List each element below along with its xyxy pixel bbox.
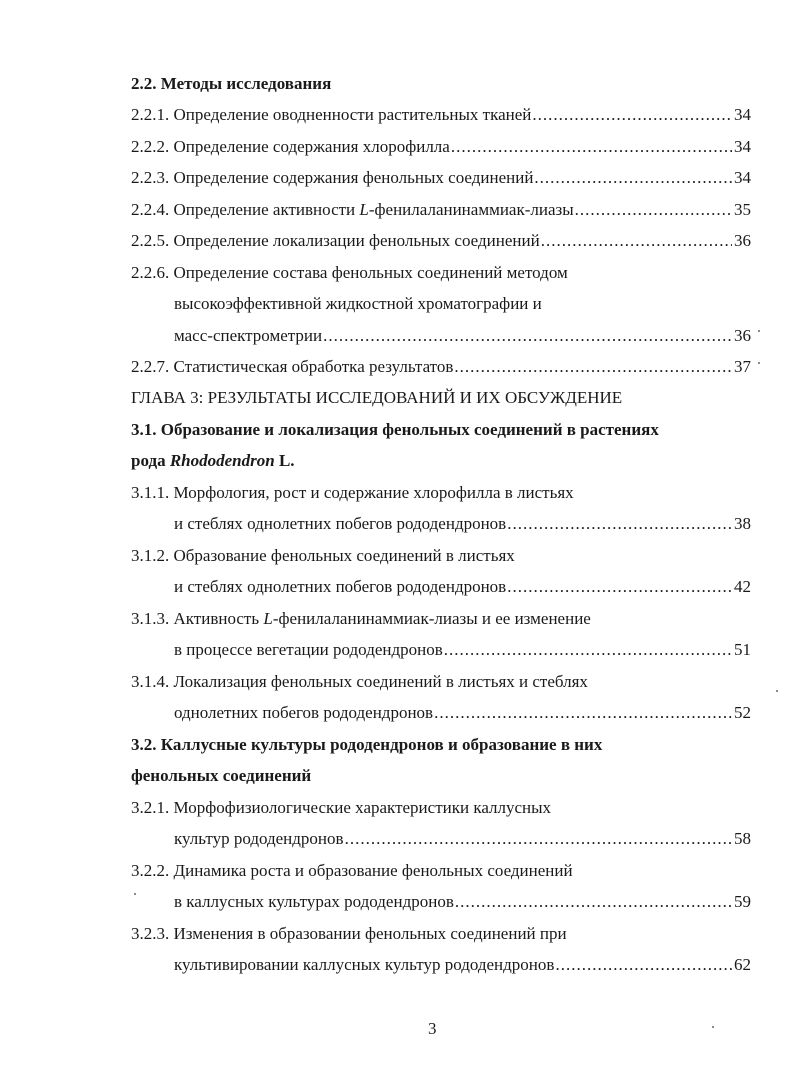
toc-entry-title: Определение содержания хлорофилла	[173, 137, 450, 156]
toc-entry-title	[174, 609, 591, 628]
toc-entry-3-2-2-line2[interactable]	[174, 890, 751, 914]
leader-dots	[507, 575, 732, 599]
leader-dots	[455, 890, 732, 914]
toc-entry-page: 52	[734, 703, 751, 722]
toc-entry-number: 3.1.2.	[131, 546, 170, 565]
toc-entry-3-1-4-line2[interactable]	[174, 701, 751, 725]
toc-entry-title: Динамика роста и образование фенольных соединений	[173, 861, 573, 880]
toc-entry-page: 37	[734, 357, 751, 376]
toc-entry-3-2-3-line1[interactable]	[131, 922, 567, 946]
toc-entry-title-part: -фенилаланинаммиак-лиазы и ее изменение	[272, 609, 591, 628]
toc-entry-title: Морфофизиологические характеристики каллусных	[173, 798, 552, 817]
toc-entry-title: Определение содержания фенольных соединений	[173, 168, 534, 187]
toc-entry-2-2-5[interactable]	[131, 229, 751, 253]
leader-dots	[444, 638, 732, 662]
toc-entry-3-1-1-line1[interactable]	[131, 481, 574, 505]
toc-entry-number: 3.1.1.	[131, 483, 170, 502]
toc-entry-3-2-1-line1[interactable]	[131, 796, 551, 820]
toc-entry-title-part: Активность	[173, 609, 264, 628]
section-heading-3-2: 3.2. Каллусные культуры рододендронов и образование в них	[131, 735, 603, 754]
toc-entry-2-2-1[interactable]	[131, 103, 751, 127]
leader-dots	[575, 198, 732, 222]
toc-entry-title	[174, 198, 574, 222]
toc-entry-title: Морфология, рост и содержание хлорофилла в листьях	[173, 483, 574, 502]
toc-entry-3-1-3-line1[interactable]	[131, 607, 591, 631]
scan-speck	[776, 690, 778, 692]
toc-entry-2-2-3[interactable]	[131, 166, 751, 190]
toc-entry-page: 34	[734, 168, 751, 187]
leader-dots	[451, 135, 732, 159]
toc-entry-3-2-2-line1[interactable]	[131, 859, 573, 883]
toc-entry-title: Статистическая обработка результатов	[173, 357, 454, 376]
toc-entry-3-1-2-line2[interactable]	[174, 575, 751, 599]
toc-entry-page: 35	[734, 200, 751, 219]
leader-dots	[541, 229, 732, 253]
genus-name: Rhododendron	[169, 451, 275, 470]
toc-entry-page: 59	[734, 892, 751, 911]
scan-speck	[758, 330, 760, 332]
section-heading-3-1: 3.1. Образование и локализация фенольных соединений в растениях	[131, 420, 659, 439]
toc-entry-number: 3.1.3.	[131, 609, 170, 628]
toc-entry-title: Определение состава фенольных соединений методом	[173, 263, 568, 282]
toc-entry-number: 3.2.3.	[131, 924, 170, 943]
section-heading-part: рода	[131, 451, 170, 470]
chapter-heading: ГЛАВА 3: РЕЗУЛЬТАТЫ ИССЛЕДОВАНИЙ И ИХ ОБСУЖДЕНИЕ	[131, 388, 623, 407]
leader-dots	[323, 324, 732, 348]
section-heading-3-1-line2	[131, 449, 295, 473]
toc-entry-title-italic: L	[359, 200, 369, 219]
toc-entry-3-2-1-line2[interactable]	[174, 827, 751, 851]
toc-entry-number: 2.2.7.	[131, 357, 170, 376]
toc-entry-title: и стеблях однолетних побегов рододендронов	[174, 514, 507, 533]
toc-entry-page: 34	[734, 105, 751, 124]
toc-entry-3-1-4-line1[interactable]	[131, 670, 588, 694]
toc-entry-2-2-6-line3[interactable]	[174, 324, 751, 348]
toc-entry-title: Определение оводненности растительных тканей	[173, 105, 532, 124]
leader-dots	[454, 355, 732, 379]
toc-entry-3-1-2-line1[interactable]	[131, 544, 515, 568]
toc-entry-page: 36	[734, 326, 751, 345]
toc-entry-title: в каллусных культурах рододендронов	[174, 892, 454, 911]
toc-entry-number: 3.2.2.	[131, 861, 170, 880]
toc-entry-2-2-6-line2[interactable]: высокоэффективной жидкостной хроматографии и	[174, 294, 542, 313]
toc-entry-2-2-6-line1[interactable]	[131, 261, 568, 285]
leader-dots	[507, 512, 732, 536]
toc-entry-3-1-1-line2[interactable]	[174, 512, 751, 536]
toc-entry-3-1-3-line2[interactable]	[174, 638, 751, 662]
toc-entry-page: 58	[734, 829, 751, 848]
toc-entry-page: 62	[734, 955, 751, 974]
page-number: 3	[428, 1019, 437, 1038]
leader-dots	[555, 953, 732, 977]
toc-entry-title-part: -фенилаланинаммиак-лиазы	[368, 200, 574, 219]
toc-entry-title: однолетних побегов рододендронов	[174, 703, 434, 722]
section-heading-3-2-line2: фенольных соединений	[131, 766, 312, 785]
toc-entry-title: культивировании каллусных культур рододендронов	[174, 955, 555, 974]
toc-entry-title-part: Определение активности	[173, 200, 360, 219]
toc-entry-number: 2.2.4.	[131, 200, 170, 219]
toc-entry-title: Изменения в образовании фенольных соединений при	[173, 924, 567, 943]
toc-entry-title: масс-спектрометрии	[174, 326, 323, 345]
toc-entry-2-2-2[interactable]	[131, 135, 751, 159]
section-heading-part: L.	[274, 451, 295, 470]
toc-entry-title: и стеблях однолетних побегов рододендронов	[174, 577, 507, 596]
toc-entry-page: 36	[734, 231, 751, 250]
scan-speck	[758, 362, 760, 364]
section-heading-2-2: 2.2. Методы исследования	[131, 74, 332, 93]
toc-entry-number: 2.2.1.	[131, 105, 170, 124]
toc-entry-title: Локализация фенольных соединений в листьях и стеблях	[173, 672, 588, 691]
toc-entry-title: культур рододендронов	[174, 829, 344, 848]
toc-entry-2-2-7[interactable]	[131, 355, 751, 379]
toc-entry-number: 2.2.2.	[131, 137, 170, 156]
leader-dots	[434, 701, 732, 725]
leader-dots	[345, 827, 732, 851]
toc-entry-title: Образование фенольных соединений в листьях	[173, 546, 515, 565]
toc-entry-number: 2.2.3.	[131, 168, 170, 187]
toc-entry-2-2-4[interactable]	[131, 198, 751, 222]
toc-entry-page: 34	[734, 137, 751, 156]
toc-entry-title: в процессе вегетации рододендронов	[174, 640, 443, 659]
scan-speck	[134, 893, 136, 895]
toc-entry-number: 2.2.6.	[131, 263, 170, 282]
toc-entry-title-italic: L	[263, 609, 273, 628]
toc-entry-3-2-3-line2[interactable]	[174, 953, 751, 977]
toc-entry-number: 3.2.1.	[131, 798, 170, 817]
toc-entry-page: 38	[734, 514, 751, 533]
toc-entry-number: 2.2.5.	[131, 231, 170, 250]
toc-entry-number: 3.1.4.	[131, 672, 170, 691]
leader-dots	[534, 166, 732, 190]
leader-dots	[532, 103, 732, 127]
toc-entry-page: 42	[734, 577, 751, 596]
toc-entry-title: Определение локализации фенольных соединений	[173, 231, 540, 250]
scan-speck	[712, 1026, 714, 1028]
toc-entry-page: 51	[734, 640, 751, 659]
